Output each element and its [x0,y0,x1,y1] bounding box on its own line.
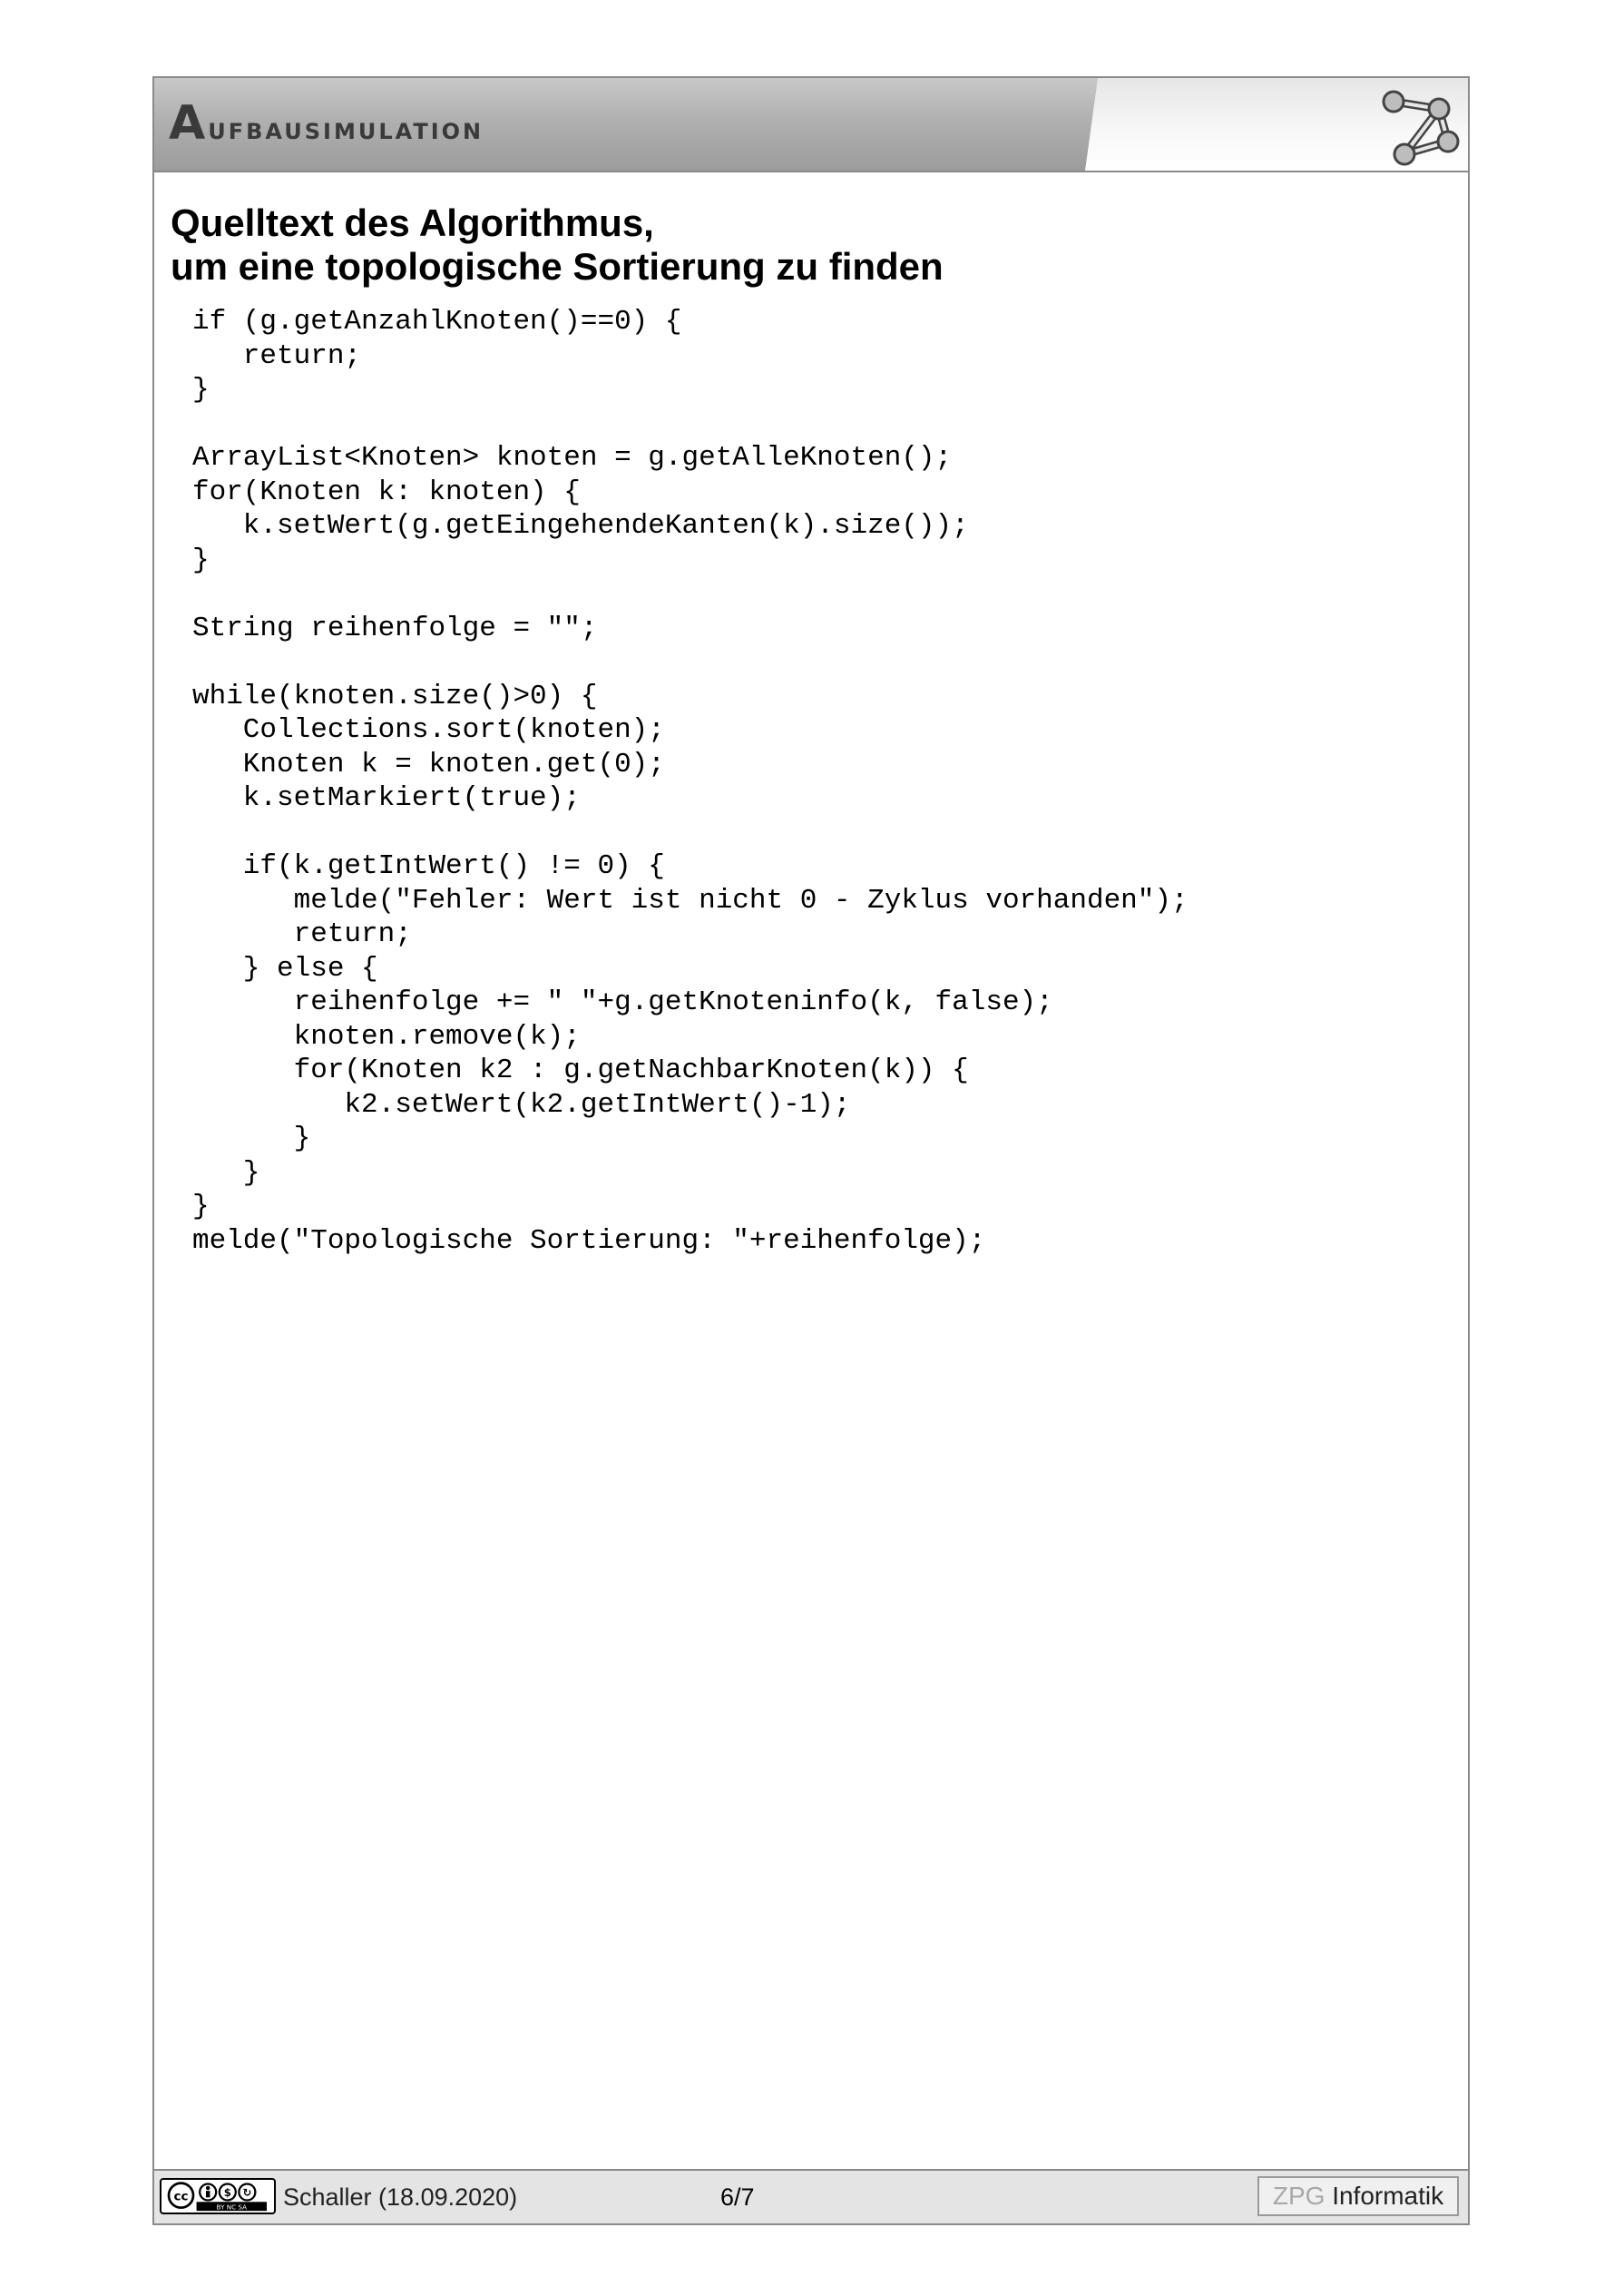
svg-text:cc: cc [173,2189,189,2204]
code-line: } [192,544,210,576]
code-line: melde("Fehler: Wert ist nicht 0 - Zyklus vorhanden"); [192,884,1189,917]
code-line [192,645,1189,680]
svg-text:$: $ [223,2186,231,2199]
code-line: melde("Topologische Sortierung: "+reihenfolge); [192,1224,986,1257]
code-line: reihenfolge += " "+g.getKnoteninfo(k, false); [192,986,1053,1018]
footer-bar [154,2169,1468,2223]
page-frame [152,76,1470,2225]
code-line: } [192,1191,210,1222]
license-text: BY NC SA [216,2203,248,2212]
svg-text:↻: ↻ [242,2186,252,2199]
code-line: } [192,1156,260,1189]
code-line: if (g.getAnzahlKnoten()==0) { [192,306,682,338]
graph-nodes-icon [1377,82,1463,167]
code-line [192,407,1189,442]
page-number: 6/7 [720,2183,755,2211]
code-line: if(k.getIntWert() != 0) { [192,850,665,882]
code-line: Knoten k = knoten.get(0); [192,748,665,780]
code-line: Collections.sort(knoten); [192,714,665,746]
code-line: k2.setWert(k2.getIntWert()-1); [192,1088,851,1121]
heading-line-1: Quelltext des Algorithmus, [171,201,654,244]
footer-author: Schaller (18.09.2020) [283,2183,518,2211]
brand-prefix: ZPG [1272,2182,1333,2210]
code-line: k.setMarkiert(true); [192,782,581,814]
section-heading [171,201,1441,289]
code-line: return; [192,918,412,950]
source-code-block [192,305,1189,1258]
code-line [192,816,1189,850]
code-line: while(knoten.size()>0) { [192,680,598,712]
heading-line-2: um eine topologische Sortierung zu finden [171,245,944,288]
code-line [192,577,1189,612]
cc-by-nc-sa-icon [160,2178,276,2214]
code-line: ArrayList<Knoten> knoten = g.getAlleKnoten(); [192,442,953,474]
code-line: } [192,1123,311,1154]
code-line: } [192,374,210,406]
code-line: for(Knoten k2 : g.getNachbarKnoten(k)) { [192,1055,969,1086]
brand-name: Informatik [1332,2182,1444,2210]
header-title: Aufbausimulation [169,96,484,151]
code-line: knoten.remove(k); [192,1020,581,1053]
code-line: for(Knoten k: knoten) { [192,476,581,508]
code-line: return; [192,339,362,372]
code-line: k.setWert(g.getEingehendeKanten(k).size()); [192,510,969,542]
code-line: } else { [192,952,378,985]
brand-badge [1257,2176,1459,2216]
code-line: String reihenfolge = ""; [192,612,598,644]
header-bar [154,78,1468,172]
